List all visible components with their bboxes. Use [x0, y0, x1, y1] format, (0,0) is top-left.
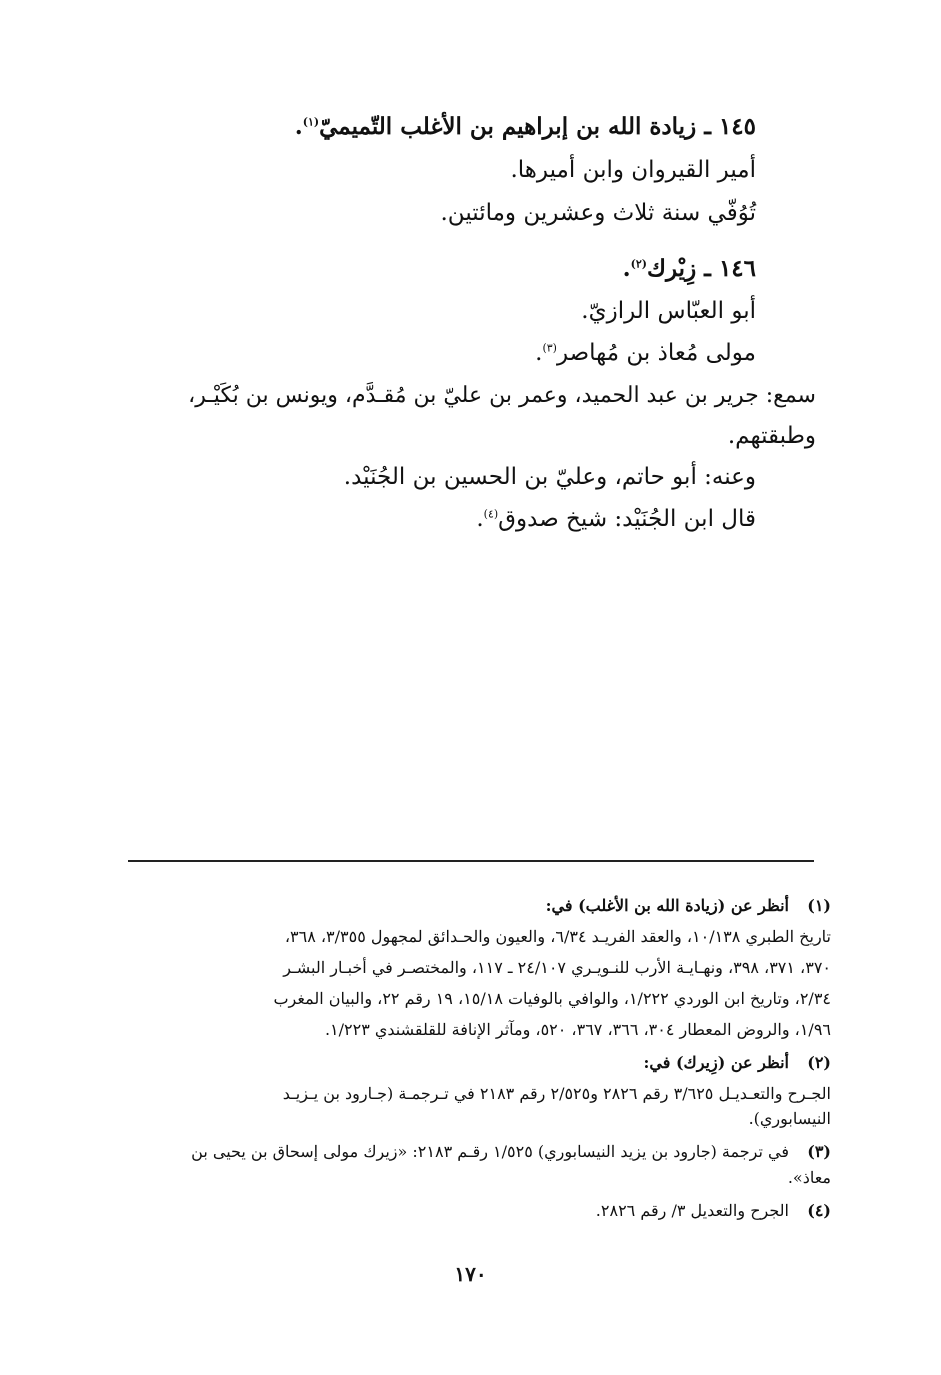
entry-146-line-2-text: مولى مُعاذ بن مُهاصر: [556, 340, 756, 366]
entry-146-heading-end: .: [622, 255, 631, 282]
footnote-2-line-2: النيسابوري).: [748, 1109, 831, 1128]
entry-146-heading: [623, 254, 756, 284]
footnote-3-number: (٣): [807, 1142, 831, 1161]
footnote-separator: [128, 860, 814, 862]
entry-145-heading-end: .: [294, 113, 303, 140]
entry-146-line-2-end: .: [535, 340, 543, 366]
footnote-4: [596, 1198, 831, 1224]
footnote-ref-2[interactable]: (٢): [630, 257, 648, 271]
footnote-4-number: (٤): [807, 1201, 831, 1220]
footnote-2-number: (٢): [807, 1053, 831, 1072]
footnote-1-number: (١): [807, 896, 831, 915]
footnote-3-line-2: معاذ».: [787, 1168, 831, 1187]
footnote-ref-1[interactable]: (١): [302, 115, 320, 129]
footnote-1-line-2: ٣٧٠، ٣٧١، ٣٩٨، ونهـايـة الأرب للنـويـري ٢٤/١٠٧ ـ ١١٧، والمختصـر في أخبـار البشـر: [283, 958, 831, 977]
footnote-2-line-1: الجـرح والتعـديـل ٣/٦٢٥ رقم ٢٨٢٦ و٢/٥٢٥ رقم ٢١٨٣ في تـرجمـة (جـارود بن يـزيـد: [282, 1084, 831, 1103]
footnote-1-head: [546, 893, 831, 919]
entry-146-line-6: [476, 504, 756, 534]
entry-145-line-1: أمير القيروان وابن أميرها.: [510, 157, 756, 183]
footnote-3-line-1: في ترجمة (جارود بن يزيد النيسابوري) ١/٥٢٥ رقـم ٢١٨٣: «زيرك مولى إسحاق بن يحيى بن: [191, 1142, 789, 1161]
entry-146-line-4: وطبقتهم.: [727, 423, 816, 449]
page-number: ١٧٠: [454, 1262, 487, 1286]
entry-146-line-5: وعنه: أبو حاتم، وعليّ بن الحسين بن الجُنَيْد.: [343, 464, 756, 490]
entry-146-line-6-end: .: [476, 506, 484, 532]
footnote-ref-3[interactable]: (٣): [542, 341, 557, 355]
footnote-ref-4[interactable]: (٤): [483, 507, 499, 521]
entry-146-line-6-text: قال ابن الجُنَيْد: شيخ صدوق: [498, 506, 756, 532]
footnote-2-title: أنظر عن (زِيرك) في:: [643, 1053, 789, 1072]
entry-145-heading-text: ١٤٥ ـ زيادة الله بن إبراهيم بن الأغلب التّميميّ: [319, 113, 756, 140]
footnote-1-line-4: ١/٩٦، والروض المعطار ٣٠٤، ٣٦٦، ٣٦٧، ٥٢٠، ومآثر الإنافة للقلقشندي ١/٢٢٣.: [324, 1020, 831, 1039]
footnote-2-head: [643, 1050, 831, 1076]
footnote-4-line-1: الجرح والتعديل ٣/ رقم ٢٨٢٦.: [595, 1201, 789, 1220]
entry-146-line-1: أبو العبّاس الرازيّ.: [581, 298, 756, 324]
entry-145-line-2: تُوُفّي سنة ثلاث وعشرين ومائتين.: [440, 200, 756, 226]
footnote-1-line-3: ٢/٣٤، وتاريخ ابن الوردي ١/٢٢٢، والوافي بالوفيات ١٥/١٨، ١٩ رقم ٢٢، والبيان المغرب: [273, 989, 831, 1008]
entry-146-line-3: سمع: جرير بن عبد الحميد، وعمر بن عليّ بن مُقـدَّم، ويونس بن بُكَيْـر،: [188, 383, 816, 408]
footnote-1-title: أنظر عن (زيادة الله بن الأغلب) في:: [545, 896, 789, 915]
footnote-3: [191, 1139, 831, 1165]
footnote-1-line-1: تاريخ الطبري ١٠/١٣٨، والعقد الفريـد ٦/٣٤، والعيون والحـدائق لمجهول ٣/٣٥٥، ٣٦٨،: [284, 927, 831, 946]
entry-146-line-2: [535, 338, 756, 368]
entry-145-heading: [295, 112, 756, 142]
entry-146-heading-text: ١٤٦ ـ زِيْرك: [647, 255, 756, 282]
